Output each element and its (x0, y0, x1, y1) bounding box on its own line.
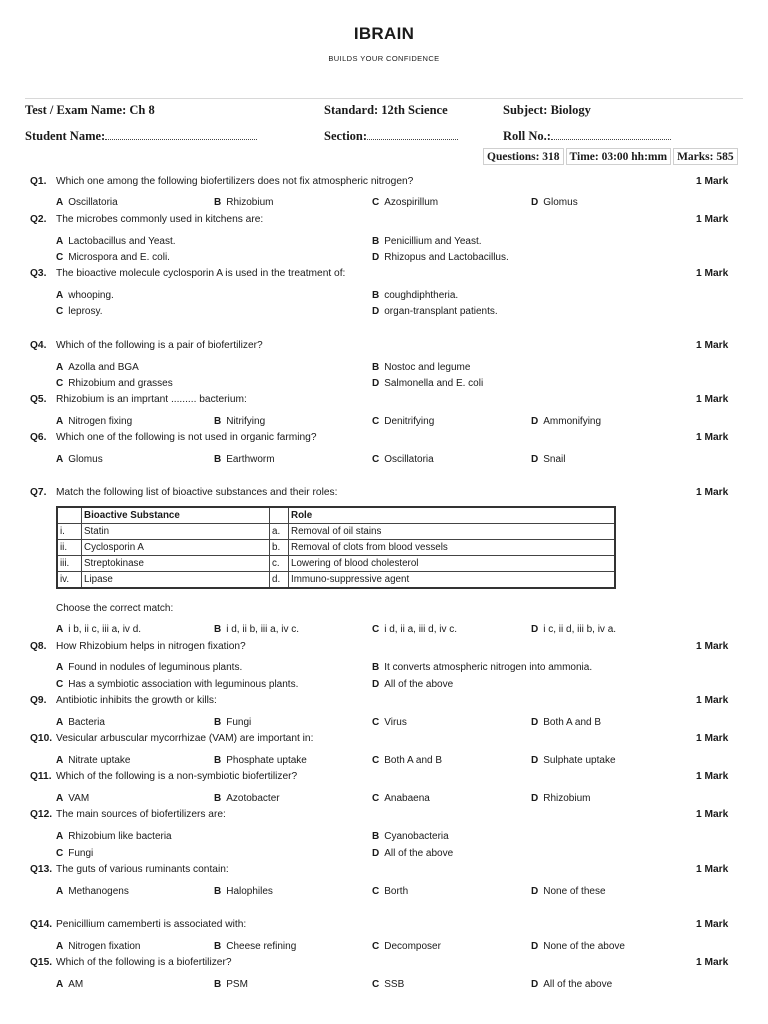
roll-no-row (503, 127, 671, 144)
option-text: organ-transplant patients. (384, 306, 498, 317)
question-text: The main sources of biofertilizers are: (56, 809, 226, 820)
question-number: Q14. (30, 919, 53, 930)
option (531, 717, 601, 728)
table-row (57, 572, 615, 589)
question-number: Q12. (30, 809, 53, 820)
option-letter: D (531, 979, 539, 990)
option (531, 416, 601, 427)
option (214, 416, 265, 427)
question-text: The guts of various ruminants contain: (56, 864, 229, 875)
option-letter: A (56, 979, 64, 990)
option (56, 717, 105, 728)
option (531, 197, 578, 208)
option-letter: B (372, 662, 380, 673)
question (30, 487, 337, 498)
option-text: Salmonella and E. coli (384, 378, 484, 389)
table-cell: Statin (82, 524, 270, 540)
option-letter: A (56, 941, 64, 952)
question (30, 864, 229, 875)
table-row (57, 540, 615, 556)
option-letter: D (372, 848, 380, 859)
standard: Standard: 12th Science (324, 103, 448, 117)
question-number: Q7. (30, 487, 47, 498)
question-mark: 1 Mark (696, 809, 729, 820)
question-mark: 1 Mark (696, 771, 729, 782)
option-letter: D (531, 755, 539, 766)
option-letter: A (56, 290, 64, 301)
question-number: Q9. (30, 695, 47, 706)
option-letter: C (56, 252, 64, 263)
option-text: SSB (384, 979, 405, 990)
option-text: i b, ii c, iii a, iv d. (68, 624, 142, 635)
option (372, 793, 430, 804)
option-letter: A (56, 454, 64, 465)
exam-name: Test / Exam Name: Ch 8 (25, 103, 155, 117)
option (372, 306, 498, 317)
question-number: Q8. (30, 641, 47, 652)
question-text: How Rhizobium helps in nitrogen fixation? (56, 641, 246, 652)
option-text: It converts atmospheric nitrogen into ammonia. (384, 662, 593, 673)
option-text: None of these (543, 886, 606, 897)
option-letter: C (56, 306, 64, 317)
question-text: Match the following list of bioactive substances and their roles: (56, 487, 338, 498)
option (372, 197, 438, 208)
option-text: Virus (384, 717, 407, 728)
option (56, 755, 131, 766)
question-mark: 1 Mark (696, 394, 729, 405)
question (30, 432, 317, 443)
section-field (367, 127, 458, 140)
option (56, 848, 93, 859)
option (372, 941, 441, 952)
option-letter: B (214, 197, 222, 208)
option-text: All of the above (384, 679, 454, 690)
question-mark: 1 Mark (696, 268, 729, 279)
question (30, 695, 217, 706)
question-mark: 1 Mark (696, 695, 729, 706)
table-cell: Immuno-suppressive agent (289, 572, 616, 589)
option (372, 848, 453, 859)
option-text: Sulphate uptake (543, 755, 616, 766)
question-mark: 1 Mark (696, 733, 729, 744)
option-text: Oscillatoria (384, 454, 434, 465)
table-cell: iii. (57, 556, 82, 572)
question (30, 641, 246, 652)
option-letter: B (214, 941, 222, 952)
table-cell: Removal of clots from blood vessels (289, 540, 616, 556)
question (30, 268, 345, 279)
question (30, 733, 313, 744)
option-text: Penicillium and Yeast. (384, 236, 482, 247)
option (214, 979, 248, 990)
question-mark: 1 Mark (696, 432, 729, 443)
table-cell: Lowering of blood cholesterol (289, 556, 616, 572)
option-letter: B (214, 793, 222, 804)
option-text: Bacteria (68, 717, 105, 728)
question-mark: 1 Mark (696, 919, 729, 930)
option (372, 624, 457, 635)
question-mark: 1 Mark (696, 176, 729, 187)
option-letter: D (372, 252, 380, 263)
option-text: Azolla and BGA (68, 362, 139, 373)
option-text: Methanogens (68, 886, 129, 897)
brand-tagline: BUILDS YOUR CONFIDENCE (328, 54, 440, 63)
option-letter: C (372, 886, 380, 897)
option-text: Rhizopus and Lactobacillus. (384, 252, 509, 263)
table-cell: Removal of oil stains (289, 524, 616, 540)
question (30, 771, 297, 782)
option-letter: B (214, 624, 222, 635)
option-letter: A (56, 662, 64, 673)
section-label: Section: (324, 129, 368, 143)
option-text: Glomus (543, 197, 578, 208)
option (531, 979, 612, 990)
option-letter: D (531, 886, 539, 897)
student-name-field (105, 127, 257, 140)
option-letter: B (214, 416, 222, 427)
option-letter: C (372, 717, 380, 728)
option (531, 454, 565, 465)
match-table-header (57, 507, 615, 524)
option-text: whooping. (68, 290, 114, 301)
option-text: Nitrogen fixing (68, 416, 133, 427)
option (531, 886, 606, 897)
option-text: VAM (68, 793, 90, 804)
option-letter: A (56, 717, 64, 728)
option-letter: A (56, 362, 64, 373)
question-text: The microbes commonly used in kitchens are: (56, 214, 264, 225)
option-letter: C (372, 793, 380, 804)
option-text: i d, ii b, iii a, iv c. (226, 624, 300, 635)
option-letter: C (372, 979, 380, 990)
option-text: Nitrate uptake (68, 755, 131, 766)
option-text: Both A and B (543, 717, 602, 728)
question-text: Antibiotic inhibits the growth or kills: (56, 695, 217, 706)
option-text: Phosphate uptake (226, 755, 307, 766)
option-letter: C (372, 941, 380, 952)
question-text: Which of the following is a pair of biofertilizer? (56, 340, 263, 351)
option-letter: C (56, 848, 64, 859)
option (372, 290, 458, 301)
option-text: Rhizobium (226, 197, 274, 208)
total-marks: Marks: 585 (673, 148, 738, 165)
option (531, 793, 590, 804)
question (30, 394, 247, 405)
option-text: Rhizobium and grasses (68, 378, 173, 389)
question (30, 957, 232, 968)
option-letter: D (531, 793, 539, 804)
student-name-label: Student Name: (25, 129, 106, 143)
option (56, 378, 173, 389)
question-text: Vesicular arbuscular mycorrhizae (VAM) are important in: (56, 733, 314, 744)
question-number: Q1. (30, 176, 47, 187)
option-text: PSM (226, 979, 248, 990)
option (56, 941, 141, 952)
match-prompt: Choose the correct match: (56, 603, 174, 614)
option (56, 362, 139, 373)
option-text: i c, ii d, iii b, iv a. (543, 624, 617, 635)
table-cell: b. (270, 540, 289, 556)
option-text: Nostoc and legume (384, 362, 471, 373)
option (372, 886, 408, 897)
option-text: Lactobacillus and Yeast. (68, 236, 176, 247)
question-number: Q5. (30, 394, 47, 405)
question-mark: 1 Mark (696, 340, 729, 351)
question (30, 919, 246, 930)
option-letter: A (56, 831, 64, 842)
option-letter: A (56, 886, 64, 897)
student-name-row (25, 127, 257, 144)
option-letter: D (372, 679, 380, 690)
option-letter: A (56, 236, 64, 247)
option-text: Decomposer (384, 941, 441, 952)
option-letter: D (531, 717, 539, 728)
time-limit: Time: 03:00 hh:mm (566, 148, 672, 165)
option (56, 197, 118, 208)
option (372, 755, 442, 766)
option-text: i d, ii a, iii d, iv c. (384, 624, 458, 635)
option-text: Borth (384, 886, 409, 897)
option-letter: B (214, 755, 222, 766)
option-letter: D (531, 416, 539, 427)
option-text: Anabaena (384, 793, 430, 804)
question-number: Q2. (30, 214, 47, 225)
option-letter: B (214, 717, 222, 728)
option-text: Microspora and E. coli. (68, 252, 170, 263)
option (372, 979, 404, 990)
option-letter: D (531, 941, 539, 952)
option (214, 197, 273, 208)
option (56, 306, 103, 317)
option-text: Glomus (68, 454, 103, 465)
option-text: Denitrifying (384, 416, 435, 427)
option (372, 416, 434, 427)
option-letter: A (56, 755, 64, 766)
option (214, 624, 299, 635)
header-cell: Bioactive Substance (82, 507, 270, 524)
option-text: Rhizobium like bacteria (68, 831, 172, 842)
option (56, 624, 141, 635)
option (56, 252, 170, 263)
option-letter: A (56, 624, 64, 635)
option-letter: D (531, 624, 539, 635)
match-table (56, 506, 616, 589)
option-text: None of the above (543, 941, 625, 952)
table-cell: Lipase (82, 572, 270, 589)
question-number: Q11. (30, 771, 52, 782)
table-cell: a. (270, 524, 289, 540)
question-text: The bioactive molecule cyclosporin A is used in the treatment of: (56, 268, 346, 279)
question-number: Q15. (30, 957, 53, 968)
option (372, 236, 482, 247)
header-divider (25, 98, 743, 99)
option (372, 831, 449, 842)
subject: Subject: Biology (503, 103, 591, 117)
option (56, 236, 176, 247)
option (56, 290, 114, 301)
option-text: Halophiles (226, 886, 273, 897)
table-cell: i. (57, 524, 82, 540)
question-number: Q3. (30, 268, 47, 279)
question-mark: 1 Mark (696, 864, 729, 875)
table-cell: Streptokinase (82, 556, 270, 572)
option-letter: B (372, 831, 380, 842)
question-number: Q13. (30, 864, 53, 875)
option-text: Snail (543, 454, 566, 465)
option-text: Azotobacter (226, 793, 280, 804)
option-text: coughdiphtheria. (384, 290, 459, 301)
option-letter: C (372, 624, 380, 635)
roll-no-field (551, 127, 671, 140)
option (56, 831, 172, 842)
option (56, 679, 298, 690)
option (372, 717, 407, 728)
option-text: Cheese refining (226, 941, 297, 952)
section-row (324, 127, 458, 144)
option (214, 755, 307, 766)
option-text: All of the above (543, 979, 613, 990)
option-letter: C (372, 755, 380, 766)
option-text: Earthworm (226, 454, 275, 465)
question-text: Penicillium camemberti is associated with: (56, 919, 247, 930)
option-letter: D (531, 454, 539, 465)
option (531, 941, 625, 952)
question-mark: 1 Mark (696, 214, 729, 225)
option-letter: A (56, 416, 64, 427)
option (214, 717, 251, 728)
table-row (57, 524, 615, 540)
exam-stats (483, 148, 740, 165)
question-text: Rhizobium is an imprtant ......... bacterium: (56, 394, 247, 405)
option-letter: B (372, 362, 380, 373)
option-letter: B (214, 454, 222, 465)
question (30, 340, 263, 351)
option-text: Cyanobacteria (384, 831, 449, 842)
question (30, 214, 263, 225)
option (214, 941, 296, 952)
table-cell: iv. (57, 572, 82, 589)
option (214, 793, 280, 804)
option (372, 662, 592, 673)
option-text: Nitrogen fixation (68, 941, 141, 952)
option (56, 416, 132, 427)
option-letter: A (56, 197, 64, 208)
option-text: AM (68, 979, 84, 990)
option-letter: C (372, 454, 380, 465)
option-letter: A (56, 793, 64, 804)
option (531, 624, 616, 635)
option-text: Both A and B (384, 755, 443, 766)
question-mark: 1 Mark (696, 957, 729, 968)
option (372, 454, 434, 465)
option-letter: D (531, 197, 539, 208)
option-text: Rhizobium (543, 793, 591, 804)
option-text: Azospirillum (384, 197, 439, 208)
option-letter: D (372, 306, 380, 317)
option-text: Fungi (226, 717, 252, 728)
header-cell (270, 507, 289, 524)
option-letter: C (372, 197, 380, 208)
question (30, 809, 226, 820)
option-letter: C (372, 416, 380, 427)
option (372, 679, 453, 690)
question-text: Which one of the following is not used in organic farming? (56, 432, 317, 443)
option (214, 454, 275, 465)
option-letter: B (372, 236, 380, 247)
header-cell: Role (289, 507, 616, 524)
header-cell (57, 507, 82, 524)
option-text: leprosy. (68, 306, 103, 317)
option (372, 378, 483, 389)
option (56, 454, 103, 465)
question-count: Questions: 318 (483, 148, 564, 165)
option-text: All of the above (384, 848, 454, 859)
option-text: Has a symbiotic association with leguminous plants. (68, 679, 299, 690)
table-row (57, 556, 615, 572)
option-text: Fungi (68, 848, 94, 859)
option-letter: B (214, 979, 222, 990)
option-letter: B (214, 886, 222, 897)
table-cell: d. (270, 572, 289, 589)
question-number: Q4. (30, 340, 47, 351)
roll-no-label: Roll No.: (503, 129, 551, 143)
question-mark: 1 Mark (696, 641, 729, 652)
table-cell: ii. (57, 540, 82, 556)
option-text: Oscillatoria (68, 197, 118, 208)
option (56, 793, 89, 804)
question-number: Q10. (30, 733, 53, 744)
option-text: Ammonifying (543, 416, 602, 427)
option (214, 886, 273, 897)
option-text: Found in nodules of leguminous plants. (68, 662, 243, 673)
question-mark: 1 Mark (696, 487, 729, 498)
option (372, 252, 509, 263)
option (372, 362, 470, 373)
question-text: Which of the following is a non-symbiotic biofertilizer? (56, 771, 298, 782)
option-letter: D (372, 378, 380, 389)
option-letter: B (372, 290, 380, 301)
option (56, 979, 83, 990)
question (30, 176, 413, 187)
question-text: Which one among the following biofertilizers does not fix atmospheric nitrogen? (56, 176, 414, 187)
table-cell: Cyclosporin A (82, 540, 270, 556)
question-text: Which of the following is a biofertilizer? (56, 957, 232, 968)
brand-title: IBRAIN (353, 24, 415, 43)
option-letter: C (56, 679, 64, 690)
option (56, 886, 129, 897)
question-number: Q6. (30, 432, 47, 443)
option-letter: C (56, 378, 64, 389)
table-cell: c. (270, 556, 289, 572)
option (56, 662, 242, 673)
option-text: Nitrifying (226, 416, 266, 427)
option (531, 755, 616, 766)
